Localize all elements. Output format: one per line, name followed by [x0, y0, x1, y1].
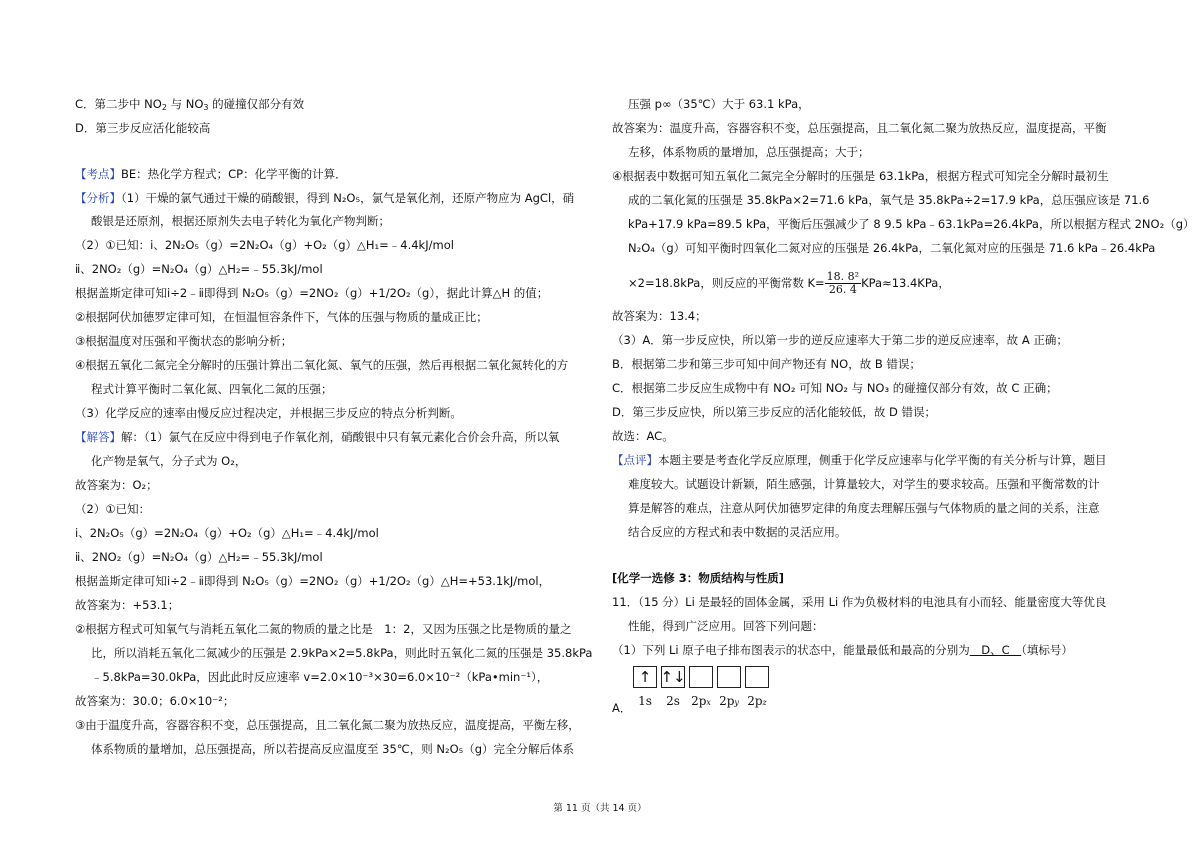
r-line-10: （3）A．第一步反应快，所以第一步的逆反应速率大于第二步的逆反应速率，故 A 正确； — [612, 333, 1068, 347]
fenxi-line-8: ④根据五氧化二氮完全分解时的压强计算出二氧化氮、氧气的压强，然后再根据二氧化氮转化的方 — [75, 358, 569, 372]
r-line-1: 压强 p∞（35℃）大于 63.1 kPa， — [628, 97, 810, 111]
dianping-line-1: 【点评】本题主要是考查化学反应原理，侧重于化学反应速率与化学平衡的有关分析与计算，题目 — [612, 453, 1107, 467]
r-line-7: N₂O₄（g）可知平衡时四氧化二氮对应的压强是 26.4kPa，二氧化氮对应的压强是 71.6 kPa﹣26.4kPa — [628, 241, 1156, 255]
option-d: D．第三步反应活化能较高 — [75, 121, 211, 135]
q11-line-1: 11．（15 分）Li 是最轻的固体金属，采用 Li 作为负极材料的电池具有小而轻、能量密度大等优良 — [612, 595, 1107, 609]
orbital-box-2pz — [745, 666, 769, 688]
fenxi-line-5: 根据盖斯定律可知ⅰ÷2﹣ⅱ即得到 N₂O₅（g）=2NO₂（g）+1/2O₂（g），据此计算△H 的值； — [75, 286, 549, 300]
orbital-box-2s: ↑↓ — [660, 668, 686, 686]
jieda-line-1: 【解答】解：（1）氯气在反应中得到电子作氧化剂，硝酸银中只有氧元素化合价会升高，所以氧 — [75, 430, 560, 444]
orbital-label: 2py — [719, 694, 739, 708]
jieda-line-3: 故答案为：O₂； — [75, 478, 158, 492]
fenxi-line-9: 程式计算平衡时二氧化氮、四氧化二氮的压强； — [91, 382, 333, 396]
orbital-diagram — [633, 666, 769, 688]
answer-blank: D、C — [969, 643, 1022, 657]
jieda-line-8: 故答案为：+53.1； — [75, 598, 180, 612]
jieda-line-6: ⅱ、2NO₂（g）=N₂O₄（g）△H₂=﹣55.3kJ/mol — [75, 550, 323, 564]
fenxi-line-10: （3）化学反应的速率由慢反应过程决定，并根据三步反应的特点分析判断。 — [75, 406, 462, 420]
orbital-label: 1s — [638, 694, 652, 708]
r-line-8: ×2=18.8kPa，则反应的平衡常数 K= $\frac{\text{18. 8²}}{26. 4}$ KPa≈13.4KPa， — [628, 270, 950, 296]
fenxi-line-1: 【分析】（1）干燥的氯气通过干燥的硝酸银，得到 N₂O₅，氯气是氧化剂，还原产物应为 AgCl，硝 — [75, 191, 575, 205]
orbital-label: 2s — [666, 694, 680, 708]
jieda-line-5: ⅰ、2N₂O₅（g）=2N₂O₄（g）+O₂（g）△H₁=﹣4.4kJ/mol — [75, 526, 379, 540]
jieda-line-10: 比，所以消耗五氧化二氮减少的压强是 2.9kPa×2=5.8kPa，则此时五氧化二氮的压强是 35.8kPa — [91, 646, 593, 660]
r-line-14: 故选：AC。 — [612, 429, 674, 443]
orbital-box-2px — [689, 666, 713, 688]
equilibrium-fraction: $\frac{\text{18. 8²}}{26. 4}$ — [826, 270, 860, 296]
option-c: C．第二步中 $NO_2$ 与 $NO_3$ 的碰撞仅部分有效 — [75, 97, 305, 112]
fenxi-line-6: ②根据阿伏加德罗定律可知，在恒温恒容条件下，气体的压强与物质的量成正比； — [75, 310, 488, 324]
r-line-13: D．第三步反应快，所以第三步反应的活化能较低，故 D 错误； — [612, 405, 937, 419]
jieda-line-9: ②根据方程式可知氧气与消耗五氧化二氮的物质的量之比是 1：2，又因为压强之比是物质的量之 — [75, 622, 572, 636]
orbital-box-1s: ↑ — [633, 666, 657, 688]
fenxi-line-3: （2）①已知：ⅰ、2N₂O₅（g）=2N₂O₄（g）+O₂（g）△H₁=﹣4.4kJ/mol — [75, 238, 454, 252]
section-heading: [化学一选修 3：物质结构与性质] — [612, 571, 785, 585]
jieda-line-12: 故答案为：30.0；6.0×10⁻²； — [75, 694, 235, 708]
jieda-line-11: ﹣5.8kPa=30.0kPa，因此此时反应速率 v=2.0×10⁻³×30=6.0×10⁻²（kPa•min⁻¹）， — [91, 670, 549, 684]
r-line-9: 故答案为：13.4； — [612, 309, 707, 323]
r-line-2: 故答案为：温度升高，容器容积不变，总压强提高，且二氧化氮二聚为放热反应，温度提高，平衡 — [612, 121, 1107, 135]
r-line-5: 成的二氧化氮的压强是 35.8kPa×2=71.6 kPa，氧气是 35.8kPa÷2=17.9 kPa，总压强应该是 71.6 — [628, 193, 1150, 207]
jieda-tag: 【解答】 — [75, 430, 121, 444]
r-line-4: ④根据表中数据可知五氧化二氮完全分解时的压强是 63.1kPa，根据方程式可知完全分解时最初生 — [612, 169, 1109, 183]
orbital-box-2py — [717, 666, 741, 688]
fenxi-tag: 【分析】 — [75, 191, 121, 205]
kaodian-tag: 【考点】 — [75, 167, 121, 181]
dianping-line-4: 结合反应的方程式和表中数据的灵活应用。 — [628, 525, 847, 539]
fenxi-line-7: ③根据温度对压强和平衡状态的影响分析； — [75, 334, 293, 348]
kaodian-line: 【考点】BE：热化学方程式；CP：化学平衡的计算． — [75, 167, 347, 181]
page-footer: 第 11 页（共 14 页） — [553, 803, 647, 814]
q1-line: （1）下列 Li 原子电子排布图表示的状态中，能量最低和最高的分别为 D、C （填标号） — [612, 643, 1073, 657]
orbital-label: 2px — [691, 694, 711, 708]
r-line-12: C．根据第二步反应生成物中有 NO₂ 可知 NO₂ 与 NO₃ 的碰撞仅部分有效，故 C 正确； — [612, 381, 1058, 395]
orbital-label: 2pz — [747, 694, 767, 708]
r-line-11: B．根据第二步和第三步可知中间产物还有 NO，故 B 错误； — [612, 357, 921, 371]
dianping-tag: 【点评】 — [612, 453, 658, 467]
r-line-6: kPa+17.9 kPa=89.5 kPa，平衡后压强减少了 8 9.5 kPa﹣63.1kPa=26.4kPa，所以根据方程式 2NO₂（g） — [628, 217, 1195, 231]
option-a-label: A． — [612, 701, 632, 715]
jieda-line-7: 根据盖斯定律可知ⅰ÷2﹣ⅱ即得到 N₂O₅（g）=2NO₂（g）+1/2O₂（g）△H=+53.1kJ/mol， — [75, 574, 551, 588]
jieda-line-14: 体系物质的量增加，总压强提高，所以若提高反应温度至 35℃，则 N₂O₅（g）完全分解后体系 — [91, 742, 575, 756]
jieda-line-2: 化产物是氧气，分子式为 O₂， — [91, 454, 247, 468]
orbital-labels — [633, 694, 769, 708]
fenxi-line-4: ⅱ、2NO₂（g）=N₂O₄（g）△H₂=﹣55.3kJ/mol — [75, 262, 323, 276]
q11-line-2: 性能，得到广泛应用。回答下列问题： — [628, 619, 824, 633]
dianping-line-2: 难度较大。试题设计新颖，陌生感强，计算量较大，对学生的要求较高。压强和平衡常数的计 — [628, 477, 1100, 491]
jieda-line-4: （2）①已知： — [75, 502, 151, 516]
jieda-line-13: ③由于温度升高，容器容积不变，总压强提高，且二氧化氮二聚为放热反应，温度提高，平衡左移， — [75, 718, 580, 732]
r-line-3: 左移，体系物质的量增加，总压强提高；大于； — [628, 145, 870, 159]
fenxi-line-2: 酸银是还原剂，根据还原剂失去电子转化为氧化产物判断； — [91, 214, 390, 228]
dianping-line-3: 算是解答的难点，注意从阿伏加德罗定律的角度去理解压强与气体物质的量之间的关系，注意 — [628, 501, 1100, 515]
